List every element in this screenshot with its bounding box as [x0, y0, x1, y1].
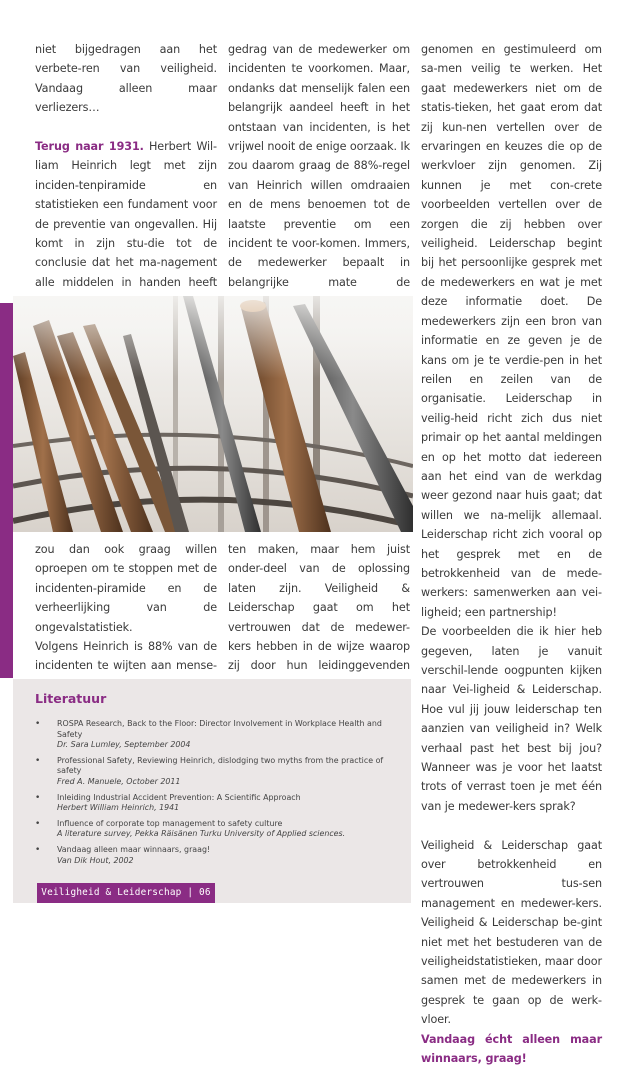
- literature-item-author: Dr. Sara Lumley, September 2004: [57, 740, 191, 750]
- literature-item-title: ROSPA Research, Back to the Floor: Director Involvement in Workplace Health and Safety: [57, 719, 382, 739]
- col3-closing: Vandaag écht alleen maar winnaars, graag!: [421, 1032, 602, 1066]
- col1-intro: niet bijgedragen aan het verbete-ren van veiligheid. Vandaag alleen maar verliezers…: [35, 43, 217, 115]
- literature-item-title: Inleiding Industrial Accident Prevention: A Scientific Approach: [57, 792, 301, 802]
- literature-item-title: Professional Safety, Reviewing Heinrich, dislodging two myths from the practice of safety: [57, 755, 384, 776]
- col1-bottom-p1: zou dan ook graag willen oproepen om te stoppen met de incidenten-piramide en de verheerlijking van de ongevalstatistiek.: [35, 543, 217, 634]
- column-3: [421, 40, 602, 1069]
- accent-bar: [0, 303, 13, 678]
- col1-bottom-p2: Volgens Heinrich is 88% van de incidenten te wijten aan mense-: [35, 640, 217, 673]
- literature-item: [35, 793, 405, 814]
- col3-p2: De voorbeelden die ik hier heb gegeven, laten je vanuit verschil-lende oogpunten kijken naar Vei-ligheid & Leiderschap. Hoe vul jij jouw leiderschap ten aanzien van veiligheid in? Welk verhaal past het best bij jou? Wanneer was je voor het laatst trots of verrast toen je met één van je medewer-kers sprak?: [421, 625, 602, 813]
- col2-bottom-text: ten maken, maar hem juist onder-deel van de oplossing laten zijn. Veiligheid & Leiderschap gaat om het vertrouwen dat de medewer-kers hebben in de wijze waarop zij door hun leidinggevenden: [228, 543, 410, 673]
- literature-item-author: A literature survey, Pekka Räisänen Turku University of Applied sciences.: [57, 829, 346, 839]
- column-1-bottom: [35, 540, 217, 695]
- col1-body: Herbert Wil-liam Heinrich legt met zijn inciden-tenpiramide en statistieken een fundament voor de preventie van ongevallen. Hij komt in zijn stu-die tot de conclusie dat het ma-nagement alle middelen in handen heeft: [35, 140, 217, 289]
- literature-item: [35, 819, 405, 840]
- page-footer: Veiligheid & Leiderschap | 06: [37, 883, 215, 903]
- col3-p1: genomen en gestimuleerd om sa-men veilig te werken. Het gaat medewerkers niet om de statis-tieken, het gaat erom dat zij kun-nen vertellen over de ervaringen en keuzes die op de werkvloer zijn genomen. Zij kunnen je met con-crete voorbeelden vertellen over de zorgen die zij hebben over veiligheid. Leiderschap begint bij het persoonlijke gesprek met de medewerkers en wat je met deze informatie doet. De medewerkers zijn een bron van informatie en ze geven je de kans om je te verdie-pen in het reilen en zeilen van de organisatie. Leiderschap in veilig-heid richt zich dus niet primair op het aantal meldingen en op het motto dat iedereen aan het eind van de werkdag weer gezond naar huis gaat; dat willen we na-melijk allemaal. Leiderschap richt zich vooral op het gesprek met en de betrokkenheid van de mede-werkers: samenwerken aan vei-ligheid; een partnership!: [421, 43, 602, 619]
- literature-item: [35, 719, 405, 751]
- literature-item-author: Fred A. Manuele, October 2011: [57, 776, 181, 786]
- col3-p3: Veiligheid & Leiderschap gaat over betrokkenheid en vertrouwen tus-sen management en medewer-kers. Veiligheid & Leiderschap be-gint niet met het bestuderen van de veiligheidstatistieken, maar door samen met de medewerkers in gesprek te gaan op de werk-vloer.: [421, 838, 602, 1027]
- literature-item-author: Herbert William Heinrich, 1941: [57, 803, 180, 813]
- literature-item-author: Van Dik Hout, 2002: [57, 855, 134, 865]
- column-2-bottom: [228, 540, 410, 695]
- literature-item: [35, 845, 405, 866]
- rebar-photo-icon: [13, 296, 413, 532]
- literature-item-title: Vandaag alleen maar winnaars, graag!: [57, 844, 211, 854]
- col2-top-text: gedrag van de medewerker om incidenten te voorkomen. Maar, ondanks dat menselijk falen een belangrijk aandeel heeft in het ontstaan van incidenten, is het vrijwel nooit de enige oorzaak. Ik zou daarom graag de 88%-regel van Heinrich willen omdraaien en de mens benoemen tot de laatste preventie om een incident te voor-komen. Immers, de medewerker bepaalt in belangrijke mate de: [228, 43, 410, 289]
- literature-item: [35, 756, 405, 788]
- literature-box: [13, 679, 411, 903]
- literature-list: [35, 719, 405, 871]
- col1-heading: Terug naar 1931.: [35, 140, 144, 154]
- rebar-photo: [13, 296, 413, 532]
- literature-title: Literatuur: [35, 691, 107, 706]
- literature-item-title: Influence of corporate top management to safety culture: [57, 818, 283, 828]
